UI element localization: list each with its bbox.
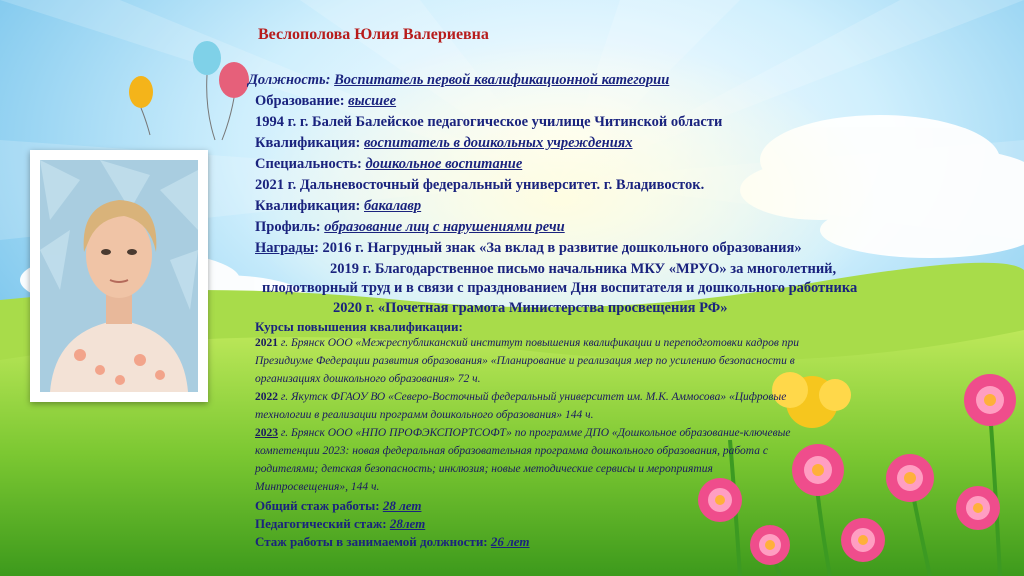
course-2023-line3: родителями; детская безопасность; инклюзия; новые методические сервисы и мероприятия	[255, 463, 713, 475]
course-2021-line2: Президиуме Федерации развития образования» «Планирование и реализация мер по усилению безопасности в	[255, 355, 795, 367]
course-2022-line1	[255, 391, 786, 403]
award-2016: : 2016 г. Нагрудный знак «За вклад в развитие дошкольного образования»	[314, 240, 802, 256]
course-2021-year: 2021	[255, 337, 278, 349]
position-label: Должность:	[248, 72, 331, 88]
education-label: Образование:	[255, 93, 345, 109]
course-2022-line2: технологии в реализации программ дошкольного образования» 144 ч.	[255, 409, 594, 421]
education-value: высшее	[348, 93, 397, 109]
profile-row	[255, 219, 565, 236]
experience-ped-row	[255, 516, 425, 532]
award-2019-line2: плодотворный труд и в связи с празднованием Дня воспитателя и дошкольного работника	[262, 280, 858, 296]
course-2022-year: 2022	[255, 391, 278, 403]
education-1994: 1994 г. г. Балей Балейское педагогическое училище Читинской области	[255, 114, 723, 130]
person-name: Веслополова Юлия Валериевна	[258, 26, 489, 43]
qualification-2-label: Квалификация:	[255, 198, 361, 214]
education-2021: 2021 г. Дальневосточный федеральный университет. г. Владивосток.	[255, 177, 705, 193]
qualification-1-value: воспитатель в дошкольных учреждениях	[364, 135, 633, 151]
experience-ped-value: 28лет	[389, 516, 426, 531]
course-2023-line2: компетенции 2023: новая федеральная образовательная программа дошкольного образования, работа с	[255, 445, 768, 457]
experience-total-label: Общий стаж работы:	[255, 498, 383, 513]
experience-position-row	[255, 534, 530, 550]
portrait-frame	[30, 150, 208, 402]
experience-total-row	[255, 498, 421, 514]
speciality-label: Специальность:	[255, 156, 362, 172]
course-2023-text: г. Брянск ООО «НПО ПРОФЭКСПОРТСОФТ» по программе ДПО «Дошкольное образование-ключевые	[278, 427, 791, 439]
course-2021-line1	[255, 337, 799, 349]
position-row	[248, 72, 669, 89]
qualification-2-row	[255, 198, 421, 215]
position-value: Воспитатель первой квалификационной категории	[334, 72, 670, 88]
experience-position-value: 26 лет	[490, 534, 530, 549]
course-2023-year: 2023	[255, 427, 278, 439]
profile-label: Профиль:	[255, 219, 321, 235]
portrait-photo	[40, 160, 198, 392]
awards-row	[255, 240, 802, 257]
experience-ped-label: Педагогический стаж:	[255, 516, 390, 531]
award-2020: 2020 г. «Почетная грамота Министерства просвещения РФ»	[333, 300, 728, 316]
speciality-row	[255, 156, 522, 173]
courses-heading: Курсы повышения квалификации:	[255, 319, 463, 334]
speciality-value: дошкольное воспитание	[365, 156, 523, 172]
qualification-2-value: бакалавр	[364, 198, 422, 214]
course-2023-line4: Минпросвещения», 144 ч.	[255, 481, 380, 493]
education-row	[255, 93, 396, 110]
award-2019-line1: 2019 г. Благодарственное письмо начальника МКУ «МРУО» за многолетний,	[330, 261, 837, 277]
qualification-1-row	[255, 135, 633, 152]
experience-total-value: 28 лет	[382, 498, 422, 513]
qualification-1-label: Квалификация:	[255, 135, 361, 151]
experience-position-label: Стаж работы в занимаемой должности:	[255, 534, 491, 549]
profile-value: образование лиц с нарушениями речи	[324, 219, 565, 235]
course-2021-text: г. Брянск ООО «Межреспубликанский институт повышения квалификации и переподготовки кадров при	[278, 337, 799, 349]
awards-label: Награды	[255, 240, 315, 256]
course-2023-line1	[255, 427, 791, 439]
course-2021-line3: организациях дошкольного образования» 72 ч.	[255, 373, 481, 385]
course-2022-text: г. Якутск ФГАОУ ВО «Северо-Восточный федеральный университет им. М.К. Аммосова» «Цифровые	[278, 391, 787, 403]
